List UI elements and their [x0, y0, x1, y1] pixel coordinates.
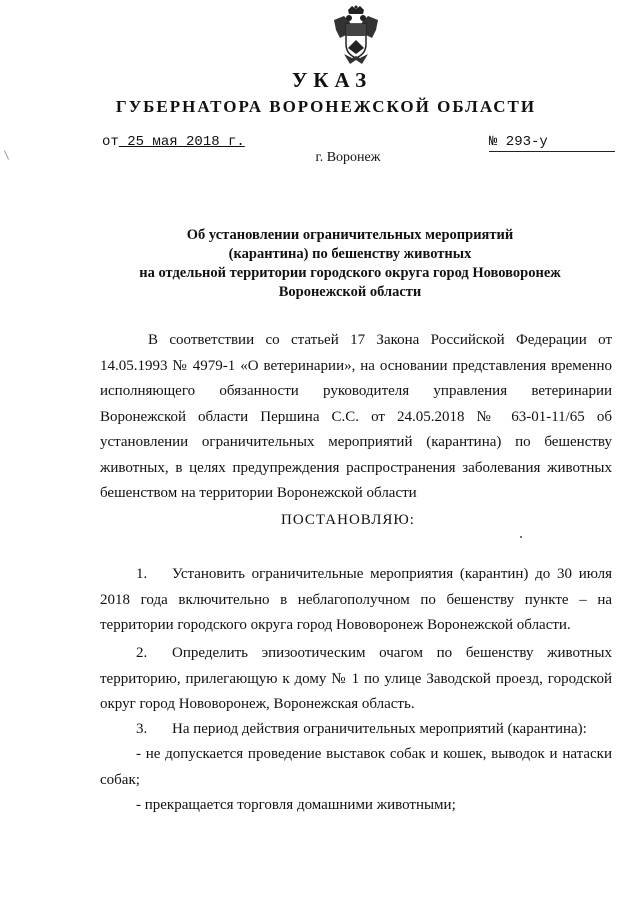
item-text: На период действия ограничительных мероприятий (карантина): [172, 721, 587, 737]
document-date [102, 134, 245, 150]
scan-speck [520, 536, 522, 538]
number-label: № [489, 134, 498, 150]
subject-line-1: Об установлении ограничительных мероприятий [186, 227, 514, 243]
document-title: УКАЗ [291, 68, 373, 92]
number-value: 293-у [497, 134, 548, 150]
decree-word: ПОСТАНОВЛЯЮ: [281, 512, 415, 528]
subject-line-4: Воронежской области [278, 284, 422, 300]
date-value: 25 мая 2018 г. [118, 134, 245, 150]
item-2 [100, 641, 612, 718]
item-text: Определить эпизоотическим очагом по бешенству животных территорию, прилегающую к дому № 1 по улице Заводской проезд, городской округ город Нововоронеж, Воронежская область. [100, 645, 612, 712]
item-number: 2. [136, 645, 148, 661]
subitem-1: - не допускается проведение выставок собак и кошек, выводок и натаски собак; [100, 746, 612, 788]
subitem-2: - прекращается торговля домашними животными; [136, 797, 456, 813]
subject-line-3: на отдельной территории городского округа город Нововоронеж [139, 265, 561, 281]
item-number: 1. [136, 566, 148, 582]
item-1 [100, 562, 612, 639]
document-subject [100, 226, 600, 302]
date-prefix: от [102, 134, 119, 150]
subject-line-2: (карантина) по бешенству животных [228, 246, 472, 262]
coat-of-arms-icon [330, 4, 382, 68]
preamble-paragraph: В соответствии со статьей 17 Закона Российской Федерации от 14.05.1993 № 4979-1 «О ветеринарии», на основании представления временно исполняющего обязанности руководителя управления ветеринарии Воронежской области Першина С.С. от 24.05.2018 № 63-01-11/65 об установлении ограничительных мероприятий (карантина) по бешенству животных, в целях предупреждения распространения заболевания животных бешенством на территории Воронежской области [100, 332, 612, 501]
item-3 [100, 717, 612, 743]
item-text: Установить ограничительные мероприятия (карантин) до 30 июля 2018 года включительно в неблагополучном по бешенству пункте – на территории городского округа город Нововоронеж Воронежской области. [100, 566, 612, 633]
item-number: 3. [136, 721, 148, 737]
document-city: г. Воронеж [315, 150, 381, 165]
document-subtitle: ГУБЕРНАТОРА ВОРОНЕЖСКОЙ ОБЛАСТИ [115, 97, 537, 116]
